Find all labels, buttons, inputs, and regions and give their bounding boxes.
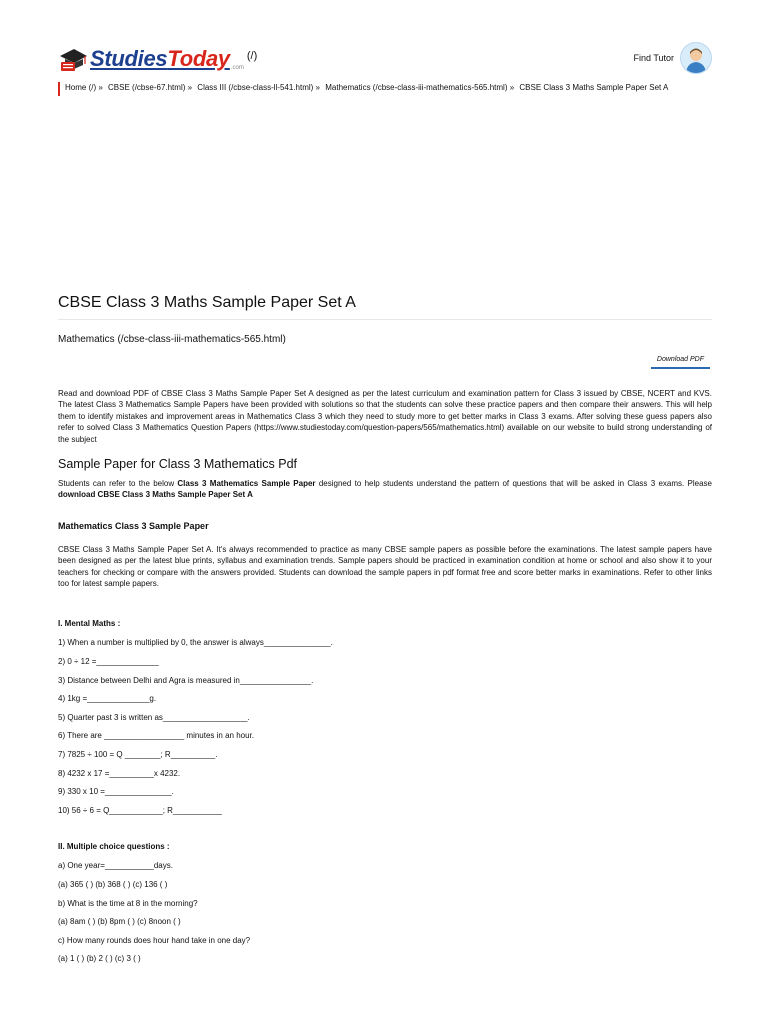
breadcrumb-mathematics[interactable]: Mathematics (/cbse-class-iii-mathematics-565.html) » (325, 83, 515, 92)
question-item: c) How many rounds does hour hand take in one day? (58, 935, 251, 945)
question-item: b) What is the time at 8 in the morning? (58, 898, 198, 908)
download-pdf-button[interactable]: Download PDF (651, 354, 710, 369)
question-item: 10) 56 ÷ 6 = Q____________; R___________ (58, 805, 222, 815)
section-paragraph: Students can refer to the below Class 3 Mathematics Sample Paper designed to help students understand the pattern of questions that will be asked in Class 3 exams. Please download CBSE Class 3 Maths Sample Paper Set A (58, 479, 712, 500)
question-item: a) One year=___________days. (58, 861, 173, 871)
question-item: (a) 8am ( ) (b) 8pm ( ) (c) 8noon ( ) (58, 917, 181, 927)
question-item: (a) 1 ( ) (b) 2 ( ) (c) 3 ( ) (58, 954, 141, 964)
subsection-title: Mathematics Class 3 Sample Paper (58, 520, 209, 531)
main-content (58, 294, 712, 964)
breadcrumb-home[interactable]: Home (/) » (65, 83, 103, 92)
mcq-list (58, 861, 712, 964)
question-item: 2) 0 ÷ 12 =______________ (58, 657, 159, 667)
question-item: 7) 7825 ÷ 100 = Q ________; R__________. (58, 750, 218, 760)
logo-link-text[interactable]: (/) (246, 50, 258, 62)
breadcrumb-cbse[interactable]: CBSE (/cbse-67.html) » (108, 83, 193, 92)
intro-paragraph: Read and download PDF of CBSE Class 3 Maths Sample Paper Set A designed as per the latest curriculum and examination pattern for Class 3 issued by CBSE, NCERT and KVS. The latest Class 3 Mathematics Sample Papers have been provided with solutions so that the students can solve these practice papers and then compare their answers. This will help them to identify mistakes and improvement areas in Mathematics Class 3 which they need to study more to get better marks in Class 3 exams. After solving these guess papers also refer to solved Class 3 Mathematics Question Papers (https://www.studiestoday.com/question-papers/565/mathematics.html) available on our website to build strong understanding of the subject (58, 389, 712, 444)
question-item: 4) 1kg =______________g. (58, 694, 157, 704)
question-item: 5) Quarter past 3 is written as___________________. (58, 712, 250, 722)
breadcrumb (58, 82, 671, 96)
find-tutor-link[interactable] (633, 42, 712, 74)
tutor-avatar-icon (680, 42, 712, 74)
breadcrumb-current: CBSE Class 3 Maths Sample Paper Set A (519, 83, 669, 92)
question-item: 1) When a number is multiplied by 0, the answer is always_______________. (58, 638, 333, 648)
site-header (58, 40, 712, 80)
page-title: CBSE Class 3 Maths Sample Paper Set A (58, 294, 712, 320)
site-logo[interactable] (58, 44, 257, 78)
breadcrumb-class-3[interactable]: Class III (/cbse-class-ll-541.html) » (197, 83, 320, 92)
find-tutor-label: Find Tutor (633, 53, 674, 63)
subject-link[interactable]: Mathematics (/cbse-class-iii-mathematics-565.html) (58, 334, 286, 345)
graduation-cap-icon (58, 44, 88, 74)
mental-maths-heading: I. Mental Maths : (58, 619, 121, 629)
mcq-heading: II. Multiple choice questions : (58, 842, 170, 852)
logo-domain: .com (230, 65, 244, 71)
question-item: (a) 365 ( ) (b) 368 ( ) (c) 136 ( ) (58, 880, 168, 889)
mental-maths-list (58, 638, 712, 815)
question-item: 8) 4232 x 17 =__________x 4232. (58, 768, 181, 778)
question-item: 6) There are __________________ minutes in an hour. (58, 731, 255, 741)
logo-text: StudiesToday (90, 46, 230, 71)
section-title: Sample Paper for Class 3 Mathematics Pdf (58, 457, 297, 472)
subsection-paragraph: CBSE Class 3 Maths Sample Paper Set A. It's always recommended to practice as many CBSE sample papers as possible before the examinations. The latest sample papers have been designed as per the latest blue prints, syllabus and examination trends. Sample papers should be practiced in examination condition at home or school and also show it to your teachers for checking or compare with the answers provided. Students can download the sample papers in pdf format free and score better marks in examinations. Refer to other links too for latest sample papers. (58, 544, 712, 589)
question-item: 3) Distance between Delhi and Agra is measured in________________. (58, 675, 314, 685)
question-item: 9) 330 x 10 =_______________. (58, 787, 174, 797)
